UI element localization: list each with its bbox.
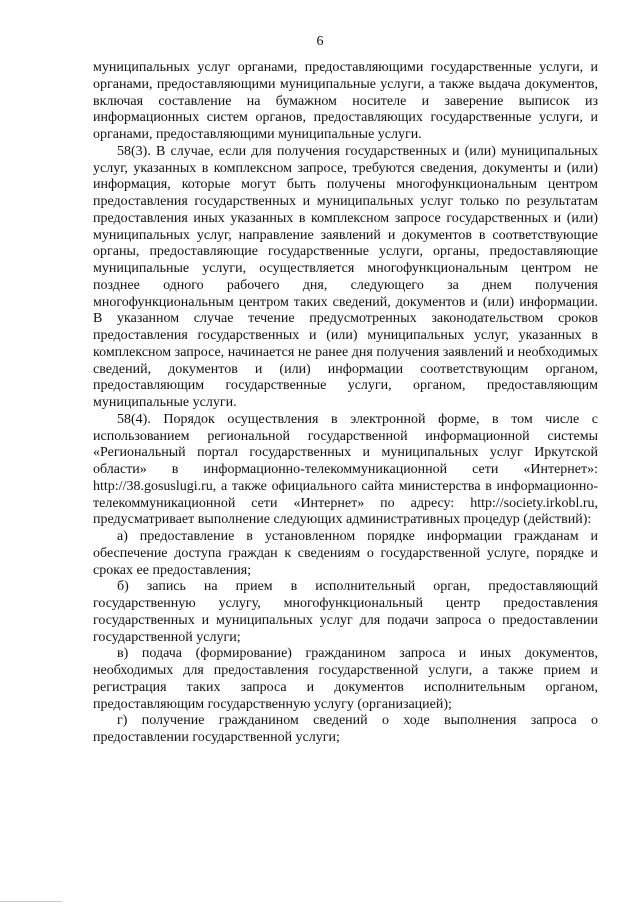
paragraph-58-3: 58(3). В случае, если для получения государственных и (или) муниципальных услуг, указанных в комплексном запросе, требуются сведения, документы и (или) информация, которые могут быть получены многофункциональным центром предоставления государственных и муниципальных услуг только по результатам предоставления иных указанных в комплексном запросе государственных и (или) муниципальных услуг, направление заявлений и документов в соответствующие органы, предоставляющие государственные услуги, органы, предоставляющие муниципальные услуги, осуществляется многофункциональным центром не позднее одного рабочего дня, следующего за днем получения многофункциональным центром таких сведений, документов и (или) информации. В указанном случае течение предусмотренных законодательством сроков предоставления государственных и (или) муниципальных услуг, указанных в комплексном запросе, начинается не ранее дня получения заявлений и необходимых сведений, документов и (или) информации соответствующим органом, предоставляющим государственные услуги, органом, предоставляющим муниципальные услуги. [93,143,598,410]
list-item-a: а) предоставление в установленном порядке информации гражданам и обеспечение доступа граждан к сведениям о государственной услуге, порядке и сроках ее предоставления; [93,529,598,578]
paragraph-continuation: муниципальных услуг органами, предоставляющими государственные услуги, и органами, предоставляющими муниципальные услуги, а также выдача документов, включая составление на бумажном носителе и заверение выписок из информационных систем органов, предоставляющих государственные услуги, и органами, предоставляющими муниципальные услуги. [93,60,598,142]
page-number: 6 [316,34,324,49]
list-item-g: г) получение гражданином сведений о ходе выполнения запроса о предоставлении государственной услуги; [93,713,598,745]
scan-edge-mark [0,901,62,902]
document-body [93,60,598,747]
list-item-v: в) подача (формирование) гражданином запроса и иных документов, необходимых для предоставления государственной услуги, а также прием и регистрация таких запроса и документов исполнительным органом, предоставляющим государственную услугу (организацией); [93,646,598,712]
list-item-b: б) запись на прием в исполнительный орган, предоставляющий государственную услугу, многофункциональный центр предоставления государственных и муниципальных услуг для подачи запроса о предоставлении государственной услуги; [93,579,598,645]
paragraph-58-4: 58(4). Порядок осуществления в электронной форме, в том числе с использованием региональной государственной информационной системы «Региональный портал государственных и муниципальных услуг Иркутской области» в информационно-телекоммуникационной сети «Интернет»: http://38.gosuslugi.ru, а также официального сайта министерства в информационно-телекоммуникационной сети «Интернет» по адресу: http://society.irkobl.ru, предусматривает выполнение следующих административных процедур (действий): [93,411,598,528]
